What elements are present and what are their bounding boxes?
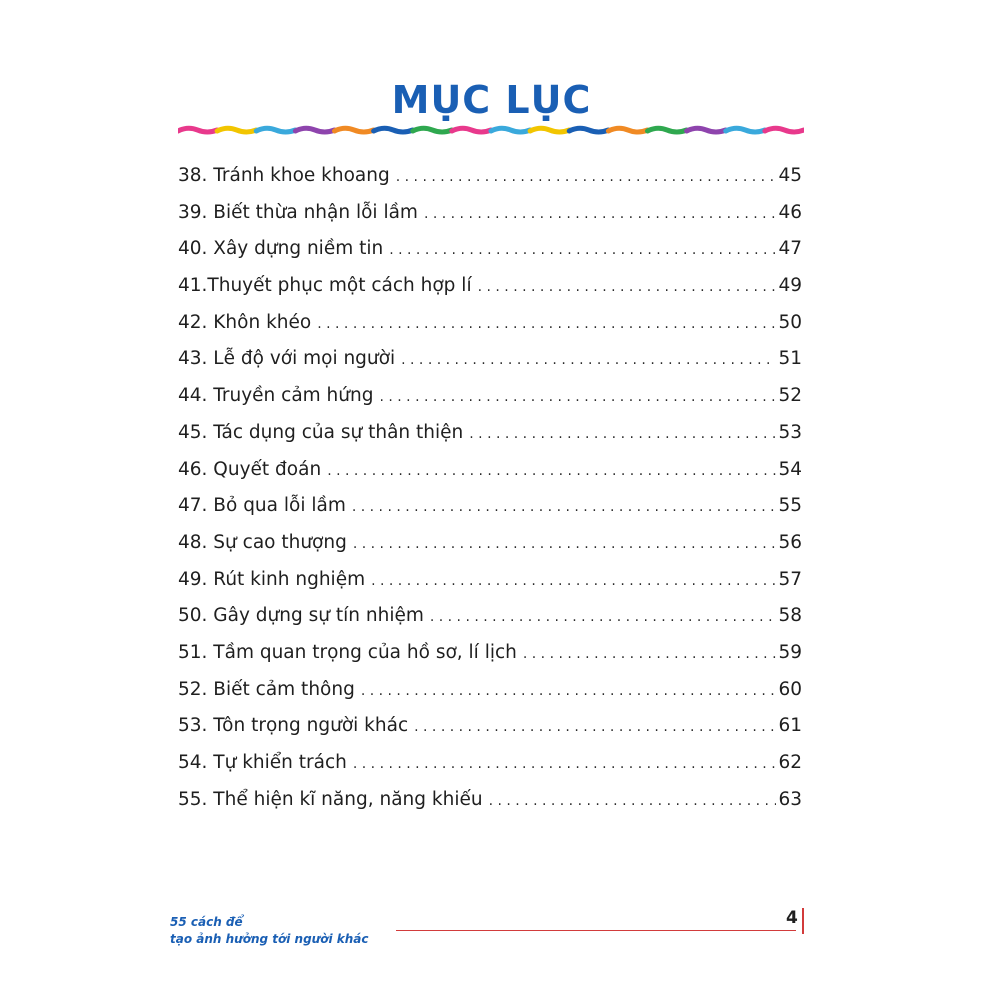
toc-dot-leader <box>379 379 776 416</box>
toc-entry-page: 46 <box>778 201 802 223</box>
page-number: 4 <box>786 908 798 928</box>
rule-segment <box>726 128 765 132</box>
toc-entry-label: 45. Tác dụng của sự thân thiện <box>178 421 464 443</box>
toc-dot-leader <box>401 342 776 379</box>
book-title-line-1: 55 cách để <box>170 915 243 929</box>
toc-entry[interactable] <box>178 745 802 782</box>
toc-dot-leader <box>489 783 777 820</box>
toc-entry[interactable] <box>178 305 802 342</box>
toc-entry-label: 38. Tránh khoe khoang <box>178 165 390 186</box>
toc-entry-label: 49. Rút kinh nghiệm <box>178 568 366 590</box>
toc-entry[interactable] <box>178 231 802 268</box>
toc-entry-label: 55. Thể hiện kĩ năng, năng khiếu <box>178 788 483 810</box>
toc-entry[interactable] <box>178 562 802 599</box>
toc-dot-leader <box>478 269 777 306</box>
toc-entry-page: 51 <box>778 348 802 370</box>
toc-entry-label: 44. Truyền cảm hứng <box>178 385 374 407</box>
toc-dot-leader <box>396 159 777 196</box>
toc-entry[interactable] <box>178 195 802 232</box>
toc-entry[interactable] <box>178 415 802 452</box>
table-of-contents <box>178 158 802 818</box>
toc-entry-label: 48. Sự cao thượng <box>178 531 347 553</box>
toc-entry-page: 60 <box>778 678 802 700</box>
toc-entry[interactable] <box>178 268 802 305</box>
page-number-bar <box>802 908 804 934</box>
rule-segment <box>687 128 726 132</box>
page-title: MỤC LỤC <box>391 78 592 122</box>
book-title <box>170 914 368 948</box>
toc-entry[interactable] <box>178 488 802 525</box>
toc-entry-page: 49 <box>778 275 802 297</box>
toc-dot-leader <box>424 196 777 233</box>
toc-entry-label: 46. Quyết đoán <box>178 458 322 480</box>
toc-entry[interactable] <box>178 598 802 635</box>
toc-entry-label: 41.Thuyết phục một cách hợp lí <box>178 275 472 297</box>
rule-segment <box>491 128 530 132</box>
toc-entry-label: 42. Khôn khéo <box>178 311 312 333</box>
rule-segment <box>530 128 569 132</box>
toc-entry[interactable] <box>178 672 802 709</box>
toc-dot-leader <box>327 453 776 490</box>
toc-entry-label: 53. Tôn trọng người khác <box>178 715 409 737</box>
rule-segment <box>217 128 256 132</box>
toc-dot-leader <box>361 673 777 710</box>
rule-segment <box>374 128 413 132</box>
toc-entry[interactable] <box>178 341 802 378</box>
rule-segment <box>569 128 608 132</box>
toc-entry-label: 50. Gây dựng sự tín nhiệm <box>178 605 424 627</box>
toc-entry-page: 58 <box>778 605 802 627</box>
toc-entry[interactable] <box>178 452 802 489</box>
toc-entry-page: 56 <box>778 531 802 553</box>
rule-segment <box>335 128 374 132</box>
rule-segment <box>256 128 295 132</box>
rule-segment <box>765 128 804 132</box>
toc-entry[interactable] <box>178 378 802 415</box>
toc-dot-leader <box>317 306 776 343</box>
toc-entry-label: 51. Tầm quan trọng của hồ sơ, lí lịch <box>178 641 517 663</box>
toc-entry-page: 63 <box>778 788 802 810</box>
toc-entry[interactable] <box>178 525 802 562</box>
rule-segment <box>648 128 687 132</box>
rule-segment <box>608 128 647 132</box>
toc-entry-page: 50 <box>778 311 802 333</box>
toc-dot-leader <box>389 232 776 269</box>
rule-segment <box>413 128 452 132</box>
toc-entry-page: 55 <box>778 495 802 517</box>
toc-dot-leader <box>469 416 776 453</box>
toc-entry[interactable] <box>178 708 802 745</box>
toc-entry[interactable] <box>178 635 802 672</box>
toc-dot-leader <box>353 526 777 563</box>
toc-dot-leader <box>371 563 776 600</box>
toc-entry-page: 47 <box>778 238 802 260</box>
toc-dot-leader <box>352 489 777 526</box>
toc-entry-page: 45 <box>778 165 802 186</box>
footer-rule <box>396 930 796 931</box>
book-title-line-2: tạo ảnh hưởng tới người khác <box>170 932 369 946</box>
toc-entry-label: 43. Lễ độ với mọi người <box>178 348 396 370</box>
toc-dot-leader <box>414 709 776 746</box>
toc-entry-page: 62 <box>778 752 802 773</box>
toc-entry-label: 40. Xây dựng niềm tin <box>178 238 384 260</box>
rule-segment <box>452 128 491 132</box>
toc-entry-page: 53 <box>778 421 802 443</box>
toc-entry[interactable] <box>178 782 802 819</box>
toc-dot-leader <box>523 636 777 673</box>
toc-entry[interactable] <box>178 158 802 195</box>
toc-entry-page: 61 <box>778 715 802 737</box>
toc-entry-label: 39. Biết thừa nhận lỗi lầm <box>178 201 418 223</box>
toc-entry-label: 54. Tự khiển trách <box>178 752 347 773</box>
toc-entry-page: 57 <box>778 568 802 590</box>
toc-entry-page: 52 <box>778 385 802 407</box>
toc-entry-page: 54 <box>778 458 802 480</box>
decorative-rainbow-rule <box>178 124 804 136</box>
toc-entry-label: 47. Bỏ qua lỗi lầm <box>178 495 346 517</box>
toc-entry-page: 59 <box>778 641 802 663</box>
rule-segment <box>178 128 217 132</box>
toc-entry-label: 52. Biết cảm thông <box>178 678 355 700</box>
toc-dot-leader <box>353 746 777 783</box>
toc-dot-leader <box>430 599 777 636</box>
rule-segment <box>295 128 334 132</box>
